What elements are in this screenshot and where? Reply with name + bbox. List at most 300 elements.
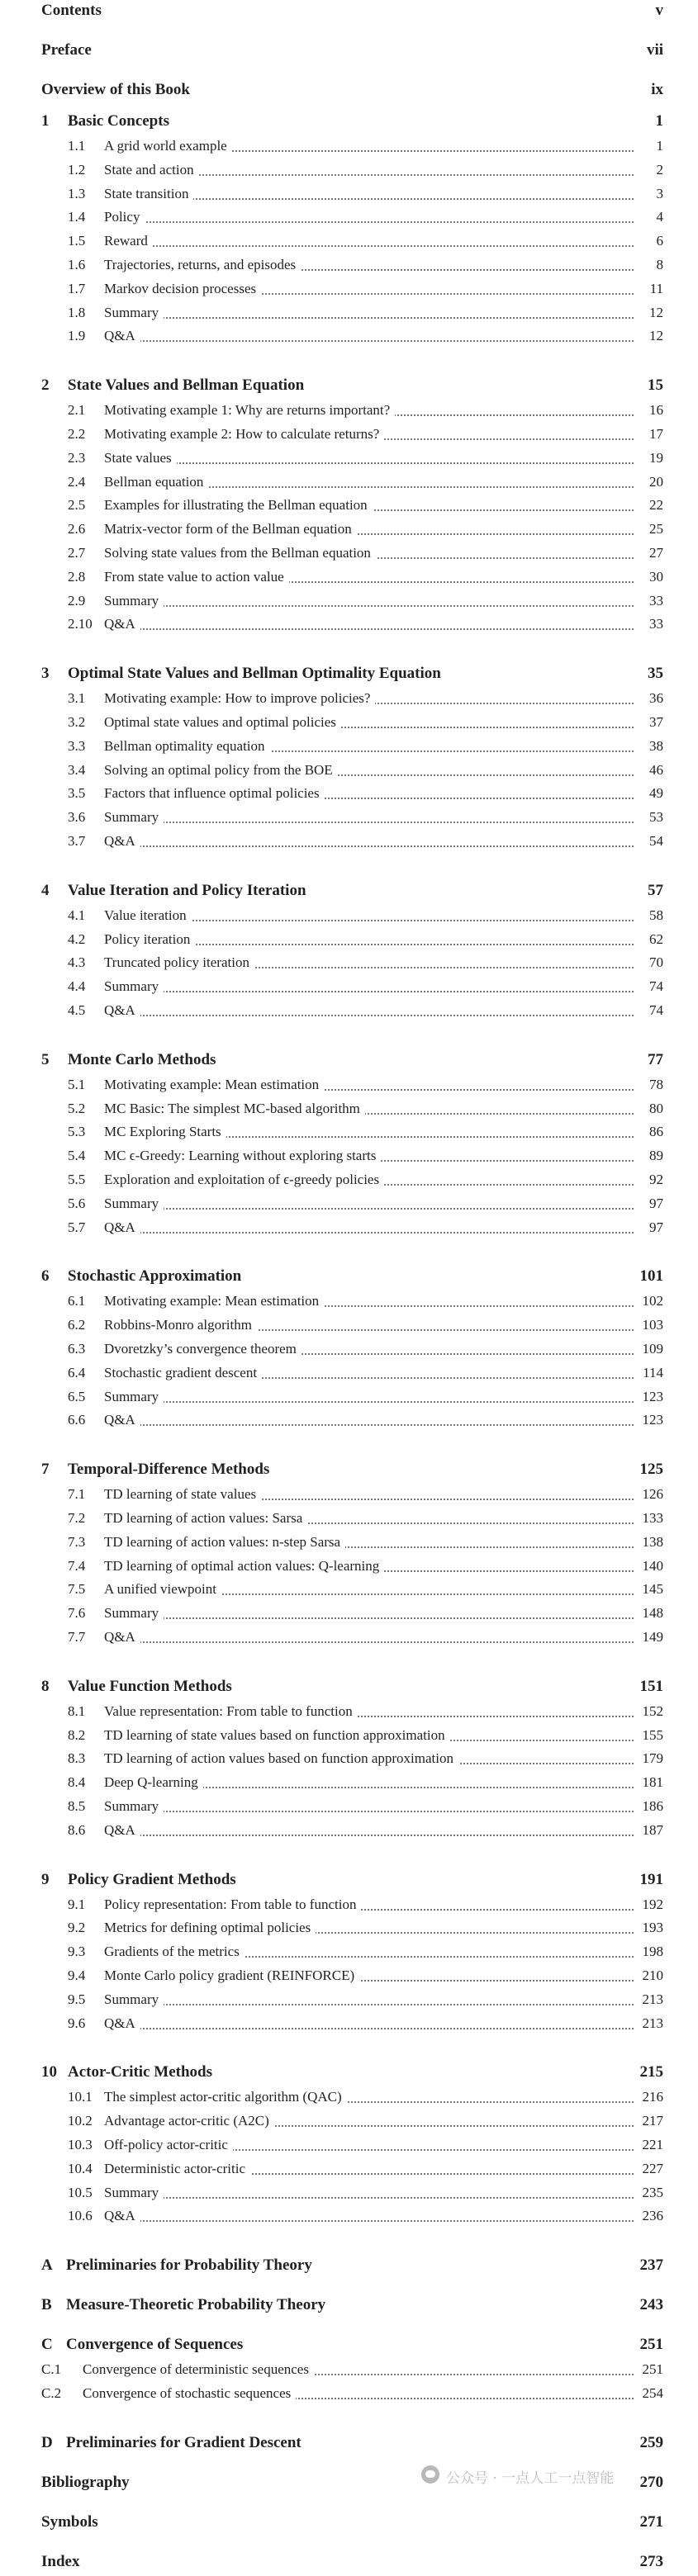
section-entry-page: 16: [644, 402, 663, 419]
section-entry-title: Q&A: [104, 1219, 140, 1236]
section-entry-number: 7.3: [68, 1533, 86, 1550]
section-entry-number: 8.2: [68, 1726, 86, 1743]
section-entry-number: 1.9: [68, 328, 86, 344]
section-entry[interactable]: [0, 279, 698, 302]
section-entry-page: 123: [638, 1412, 664, 1428]
section-entry[interactable]: [0, 1821, 698, 1844]
section-entry[interactable]: [0, 2087, 698, 2110]
section-entry-title: Examples for illustrating the Bellman equation: [104, 497, 373, 514]
section-entry[interactable]: [0, 2159, 698, 2182]
section-entry-number: 3.7: [68, 833, 86, 849]
dot-leader: [104, 221, 634, 223]
section-entry-title: Motivating example 2: How to calculate returns?: [104, 426, 384, 443]
section-entry[interactable]: [0, 2014, 698, 2037]
section-entry[interactable]: [0, 136, 698, 159]
section-entry[interactable]: [0, 1315, 698, 1338]
section-entry[interactable]: [0, 1075, 698, 1098]
dot-leader: [104, 1401, 634, 1403]
section-entry[interactable]: [0, 713, 698, 736]
section-entry-page: 33: [644, 616, 663, 632]
section-entry-number: 1.3: [68, 185, 86, 201]
section-entry-number: 6.5: [68, 1388, 86, 1404]
section-entry[interactable]: [0, 495, 698, 519]
section-entry[interactable]: [0, 1170, 698, 1193]
section-entry-page: 227: [638, 2161, 664, 2177]
section-entry-page: 25: [644, 521, 663, 537]
appendix-heading-number: C: [41, 2336, 53, 2354]
section-entry[interactable]: [0, 519, 698, 542]
section-entry-page: 78: [644, 1077, 663, 1093]
watermark: [421, 2464, 686, 2487]
section-entry-page: 140: [638, 1558, 664, 1574]
section-entry-number: 9.4: [68, 1968, 86, 1983]
appendix-heading-page: 251: [639, 2336, 663, 2354]
section-entry-number: 10.6: [68, 2208, 93, 2224]
chapter-heading[interactable]: [0, 1461, 698, 1484]
chapter-heading-title: Policy Gradient Methods: [68, 1870, 236, 1888]
section-entry-page: 103: [638, 1317, 664, 1333]
chapter-heading-title: Value Function Methods: [68, 1677, 232, 1695]
section-entry[interactable]: [0, 2183, 698, 2206]
section-entry-number: 2.8: [68, 568, 86, 585]
section-entry-title: Solving state values from the Bellman equation: [104, 545, 376, 561]
dot-leader: [104, 628, 634, 630]
appendix-heading-number: D: [41, 2433, 53, 2451]
section-entry-page: 133: [638, 1510, 664, 1527]
toc-entry-back-page: 271: [639, 2512, 663, 2531]
section-entry-title: Q&A: [104, 616, 140, 632]
section-entry[interactable]: [0, 1363, 698, 1386]
section-entry[interactable]: [0, 1990, 698, 2013]
section-entry-page: 210: [638, 1968, 664, 1984]
chapter-heading[interactable]: [0, 665, 698, 688]
chapter-heading-number: 4: [41, 881, 50, 899]
section-entry-number: 8.4: [68, 1774, 86, 1791]
chapter-heading[interactable]: [0, 112, 698, 135]
section-entry-title: Markov decision processes: [104, 281, 261, 297]
chapter-heading[interactable]: [0, 376, 698, 400]
dot-leader: [104, 2197, 634, 2199]
section-entry-page: 148: [638, 1605, 664, 1622]
section-entry-number: 3.4: [68, 761, 86, 778]
section-entry[interactable]: [0, 760, 698, 784]
section-entry-number: 1.7: [68, 280, 86, 296]
section-entry[interactable]: [0, 1194, 698, 1217]
section-entry-title: The simplest actor-critic algorithm (QAC): [104, 2089, 347, 2105]
section-entry-title: Stochastic gradient descent: [104, 1365, 262, 1381]
section-entry-page: 92: [644, 1172, 663, 1188]
section-entry-page: 11: [645, 281, 663, 297]
toc-entry-front-page: ix: [651, 81, 663, 98]
section-entry[interactable]: [0, 1726, 698, 1749]
chapter-heading-title: Temporal-Difference Methods: [68, 1461, 270, 1479]
chapter-heading-title: Value Iteration and Policy Iteration: [68, 881, 306, 899]
chapter-heading-page: 191: [639, 1870, 663, 1888]
section-entry-number: 4.5: [68, 1002, 86, 1018]
section-entry-title: Deterministic actor-critic: [104, 2161, 250, 2177]
dot-leader: [104, 2028, 634, 2029]
chapter-heading-page: 101: [639, 1267, 663, 1286]
section-entry-page: 12: [644, 305, 663, 321]
section-entry-number: 7.1: [68, 1486, 86, 1503]
toc-entry-front-title: Contents: [41, 2, 102, 19]
section-entry-number: 8.3: [68, 1750, 86, 1767]
section-entry-number: 3.3: [68, 737, 86, 754]
section-entry-page: 198: [638, 1944, 664, 1960]
dot-leader: [104, 1015, 634, 1016]
section-entry[interactable]: [0, 1603, 698, 1627]
section-entry-number: 1.6: [68, 257, 86, 272]
chapter-heading-title: Monte Carlo Methods: [68, 1050, 216, 1068]
section-entry[interactable]: [0, 231, 698, 254]
section-entry-number: 6.6: [68, 1412, 86, 1428]
chapter-heading-number: 6: [41, 1267, 50, 1286]
section-entry-page: 30: [644, 569, 663, 585]
section-entry[interactable]: [0, 736, 698, 760]
appendix-section-entry-number: C.1: [41, 2361, 62, 2378]
appendix-section-entry-title: Convergence of stochastic sequences: [83, 2385, 296, 2402]
section-entry-number: 7.4: [68, 1557, 86, 1574]
section-entry-number: 2.6: [68, 521, 86, 537]
section-entry-page: 145: [638, 1581, 664, 1598]
section-entry-page: 97: [644, 1196, 663, 1212]
section-entry[interactable]: [0, 207, 698, 230]
section-entry-page: 152: [638, 1703, 664, 1720]
section-entry-number: 2.3: [68, 449, 86, 466]
section-entry[interactable]: [0, 2135, 698, 2158]
section-entry[interactable]: [0, 1387, 698, 1410]
section-entry-number: 3.2: [68, 714, 86, 730]
appendix-heading[interactable]: [0, 2256, 698, 2280]
section-entry-page: 126: [638, 1486, 664, 1503]
section-entry[interactable]: [0, 831, 698, 855]
section-entry-page: 109: [638, 1341, 664, 1357]
section-entry-title: Summary: [104, 1798, 164, 1815]
section-entry[interactable]: [0, 1895, 698, 1918]
appendix-section-entry[interactable]: [0, 2384, 698, 2407]
section-entry[interactable]: [0, 1918, 698, 1941]
section-entry-number: 2.5: [68, 497, 86, 514]
section-entry-title: Factors that influence optimal policies: [104, 785, 325, 802]
section-entry-number: 5.2: [68, 1100, 86, 1116]
section-entry[interactable]: [0, 1966, 698, 1989]
section-entry[interactable]: [0, 614, 698, 637]
appendix-section-entry-page: 254: [638, 2385, 664, 2402]
section-entry-page: 3: [652, 186, 664, 202]
section-entry-title: TD learning of action values based on function approximation: [104, 1750, 458, 1767]
section-entry-page: 216: [638, 2089, 664, 2105]
section-entry-number: 5.1: [68, 1076, 86, 1092]
appendix-heading[interactable]: [0, 2296, 698, 2319]
section-entry[interactable]: [0, 472, 698, 495]
section-entry[interactable]: [0, 1532, 698, 1556]
section-entry-number: 4.1: [68, 907, 86, 923]
section-entry-number: 7.6: [68, 1605, 86, 1622]
chapter-heading-page: 57: [648, 881, 663, 899]
section-entry-number: 5.7: [68, 1219, 86, 1235]
section-entry[interactable]: [0, 1797, 698, 1820]
section-entry-title: Q&A: [104, 328, 140, 344]
section-entry[interactable]: [0, 448, 698, 471]
section-entry[interactable]: [0, 400, 698, 424]
section-entry-number: 5.5: [68, 1172, 86, 1187]
section-entry[interactable]: [0, 543, 698, 566]
section-entry[interactable]: [0, 807, 698, 831]
section-entry[interactable]: [0, 160, 698, 183]
section-entry-number: 9.1: [68, 1896, 86, 1912]
section-entry[interactable]: [0, 1146, 698, 1169]
toc-entry-back-page: 270: [639, 2473, 663, 2491]
appendix-heading[interactable]: [0, 2336, 698, 2359]
toc-entry-front-page: vii: [646, 41, 663, 59]
section-entry-title: Gradients of the metrics: [104, 1944, 245, 1960]
section-entry-page: 4: [652, 209, 664, 225]
section-entry[interactable]: [0, 1339, 698, 1362]
section-entry-page: 74: [644, 1002, 663, 1019]
chapter-heading[interactable]: [0, 1267, 698, 1290]
section-entry[interactable]: [0, 2206, 698, 2229]
section-entry-title: State and action: [104, 162, 199, 178]
chapter-heading-title: Actor-Critic Methods: [68, 2063, 212, 2081]
section-entry[interactable]: [0, 1001, 698, 1024]
section-entry-number: 10.5: [68, 2184, 93, 2200]
section-entry-page: 46: [644, 762, 663, 779]
section-entry-page: 213: [638, 2015, 664, 2032]
section-entry-title: TD learning of action values: Sarsa: [104, 1510, 307, 1527]
chapter-heading-number: 5: [41, 1050, 50, 1068]
section-entry[interactable]: [0, 591, 698, 614]
section-entry-page: 179: [638, 1750, 664, 1767]
section-entry[interactable]: [0, 1773, 698, 1796]
section-entry-title: Solving an optimal policy from the BOE: [104, 762, 338, 779]
section-entry-title: Summary: [104, 1196, 164, 1212]
section-entry[interactable]: [0, 1702, 698, 1725]
section-entry-title: TD learning of state values: [104, 1486, 261, 1503]
dot-leader: [104, 1208, 634, 1210]
section-entry-number: 4.4: [68, 978, 86, 995]
section-entry-number: 5.4: [68, 1148, 86, 1164]
section-entry[interactable]: [0, 2111, 698, 2134]
section-entry[interactable]: [0, 1291, 698, 1314]
appendix-section-entry[interactable]: [0, 2360, 698, 2383]
section-entry[interactable]: [0, 1122, 698, 1145]
section-entry[interactable]: [0, 977, 698, 1000]
section-entry-title: Trajectories, returns, and episodes: [104, 257, 301, 273]
section-entry[interactable]: [0, 184, 698, 207]
section-entry-page: 186: [638, 1798, 664, 1815]
section-entry-title: Metrics for defining optimal policies: [104, 1920, 316, 1936]
section-entry-page: 97: [644, 1219, 663, 1236]
section-entry-number: 7.5: [68, 1581, 86, 1598]
section-entry[interactable]: [0, 1485, 698, 1508]
chapter-heading[interactable]: [0, 1678, 698, 1701]
section-entry-title: Motivating example: How to improve policies?: [104, 690, 375, 707]
dot-leader: [104, 1811, 634, 1812]
dot-leader: [104, 1424, 634, 1426]
section-entry-page: 37: [644, 714, 663, 731]
section-entry-title: Summary: [104, 2185, 164, 2201]
section-entry-page: 89: [644, 1148, 663, 1164]
section-entry[interactable]: [0, 1579, 698, 1603]
section-entry-page: 12: [644, 328, 663, 344]
section-entry-number: 2.9: [68, 592, 86, 608]
section-entry-title: Motivating example: Mean estimation: [104, 1077, 324, 1093]
section-entry-title: Q&A: [104, 1002, 140, 1019]
section-entry-page: 123: [638, 1389, 664, 1405]
section-entry[interactable]: [0, 1627, 698, 1650]
dot-leader: [104, 462, 634, 464]
section-entry-number: 2.7: [68, 545, 86, 561]
appendix-heading[interactable]: [0, 2434, 698, 2457]
section-entry-title: Summary: [104, 809, 164, 826]
chapter-heading[interactable]: [0, 1871, 698, 1894]
section-entry-page: 221: [638, 2137, 664, 2153]
section-entry-number: 8.1: [68, 1702, 86, 1719]
section-entry-page: 38: [644, 738, 663, 755]
section-entry-title: Advantage actor-critic (A2C): [104, 2113, 274, 2129]
chapter-heading[interactable]: [0, 2063, 698, 2086]
section-entry-title: A unified viewpoint: [104, 1581, 221, 1598]
section-entry-title: Motivating example: Mean estimation: [104, 1293, 324, 1309]
section-entry-number: 5.6: [68, 1195, 86, 1211]
section-entry-page: 19: [644, 450, 663, 466]
section-entry-page: 102: [638, 1293, 664, 1309]
section-entry[interactable]: [0, 1410, 698, 1433]
section-entry-number: 3.6: [68, 809, 86, 826]
section-entry[interactable]: [0, 1508, 698, 1532]
section-entry-title: Summary: [104, 1605, 164, 1622]
section-entry[interactable]: [0, 906, 698, 929]
section-entry-page: 17: [644, 426, 663, 443]
chapter-heading-page: 35: [648, 665, 663, 683]
section-entry-number: 2.2: [68, 426, 86, 442]
toc-entry-back[interactable]: [0, 2513, 698, 2536]
section-entry-title: Motivating example 1: Why are returns important?: [104, 402, 395, 419]
chapter-heading-number: 9: [41, 1870, 50, 1888]
toc-entry-front[interactable]: [0, 2, 698, 25]
chapter-heading-number: 1: [41, 112, 50, 130]
section-entry-title: Q&A: [104, 2208, 140, 2224]
section-entry-number: 4.3: [68, 954, 86, 971]
section-entry-number: 5.3: [68, 1124, 86, 1140]
section-entry-page: 6: [652, 233, 664, 249]
toc-entry-back-title: Bibliography: [41, 2473, 130, 2491]
section-entry-title: Bellman optimality equation: [104, 738, 270, 755]
appendix-heading-title: Convergence of Sequences: [66, 2336, 244, 2354]
toc-entry-back-page: 273: [639, 2552, 663, 2570]
chapter-heading-title: Optimal State Values and Bellman Optimality Equation: [68, 665, 441, 683]
section-entry-page: 86: [644, 1124, 663, 1140]
section-entry-page: 193: [638, 1920, 664, 1936]
dot-leader: [104, 1617, 634, 1619]
chapter-heading-number: 3: [41, 665, 50, 683]
section-entry-title: A grid world example: [104, 138, 232, 154]
section-entry[interactable]: [0, 1099, 698, 1122]
section-entry[interactable]: [0, 953, 698, 976]
chapter-heading-page: 1: [655, 112, 663, 130]
chapter-heading[interactable]: [0, 1051, 698, 1074]
section-entry-number: 9.6: [68, 2015, 86, 2031]
section-entry[interactable]: [0, 1942, 698, 1965]
section-entry[interactable]: [0, 1749, 698, 1772]
section-entry-title: Summary: [104, 305, 164, 321]
dot-leader: [104, 845, 634, 847]
dot-leader: [104, 245, 634, 247]
chapter-heading[interactable]: [0, 882, 698, 905]
section-entry-page: 236: [638, 2208, 664, 2224]
section-entry-number: 10.1: [68, 2089, 93, 2105]
section-entry[interactable]: [0, 784, 698, 807]
section-entry[interactable]: [0, 1556, 698, 1579]
section-entry-page: 20: [644, 474, 663, 490]
toc-entry-front[interactable]: [0, 41, 698, 64]
section-entry-number: 1.1: [68, 138, 86, 154]
section-entry-title: TD learning of optimal action values: Q-learning: [104, 1558, 384, 1574]
section-entry-number: 10.3: [68, 2137, 93, 2152]
section-entry-page: 53: [644, 809, 663, 826]
section-entry-title: Summary: [104, 978, 164, 995]
section-entry-page: 62: [644, 931, 663, 948]
dot-leader: [104, 340, 634, 342]
section-entry-title: MC ϵ-Greedy: Learning without exploring starts: [104, 1148, 381, 1164]
section-entry-title: MC Basic: The simplest MC-based algorithm: [104, 1101, 365, 1117]
section-entry-title: Q&A: [104, 1412, 140, 1428]
section-entry-title: Deep Q-learning: [104, 1774, 203, 1791]
appendix-section-entry-title: Convergence of deterministic sequences: [83, 2361, 314, 2378]
appendix-heading-page: 243: [639, 2296, 663, 2314]
watermark-text: 公众号 · 一点人工一点智能: [446, 2470, 615, 2487]
section-entry-title: Monte Carlo policy gradient (REINFORCE): [104, 1968, 359, 1984]
section-entry-page: 217: [638, 2113, 664, 2129]
appendix-heading-title: Preliminaries for Gradient Descent: [66, 2433, 302, 2451]
section-entry-page: 181: [638, 1774, 664, 1791]
section-entry-title: State values: [104, 450, 177, 466]
toc-entry-back[interactable]: [0, 2553, 698, 2576]
section-entry-page: 8: [652, 257, 664, 273]
section-entry[interactable]: [0, 567, 698, 590]
section-entry-page: 22: [644, 497, 663, 514]
section-entry[interactable]: [0, 689, 698, 712]
section-entry[interactable]: [0, 255, 698, 278]
section-entry[interactable]: [0, 1218, 698, 1241]
dot-leader: [104, 317, 634, 319]
section-entry-number: 10.2: [68, 2113, 93, 2129]
section-entry-title: TD learning of action values: n-step Sarsa: [104, 1534, 345, 1551]
dot-leader: [104, 2220, 634, 2222]
section-entry-page: 1: [652, 138, 664, 154]
section-entry-page: 155: [638, 1727, 664, 1744]
section-entry-title: Reward: [104, 233, 153, 249]
section-entry-number: 6.1: [68, 1293, 86, 1309]
section-entry-title: Summary: [104, 1991, 164, 2008]
section-entry[interactable]: [0, 930, 698, 953]
chapter-heading-title: Stochastic Approximation: [68, 1267, 242, 1286]
dot-leader: [104, 991, 634, 992]
section-entry[interactable]: [0, 326, 698, 349]
section-entry-number: 7.7: [68, 1629, 86, 1645]
toc-entry-back-title: Symbols: [41, 2512, 98, 2531]
section-entry-title: State transition: [104, 186, 193, 202]
section-entry-number: 3.1: [68, 690, 86, 707]
toc-entry-front[interactable]: [0, 81, 698, 104]
section-entry[interactable]: [0, 424, 698, 447]
section-entry-title: Policy iteration: [104, 931, 195, 948]
wechat-icon: [421, 2465, 439, 2484]
section-entry-number: 6.3: [68, 1341, 86, 1357]
section-entry[interactable]: [0, 303, 698, 326]
section-entry-number: 2.10: [68, 616, 93, 632]
section-entry-title: MC Exploring Starts: [104, 1124, 226, 1140]
